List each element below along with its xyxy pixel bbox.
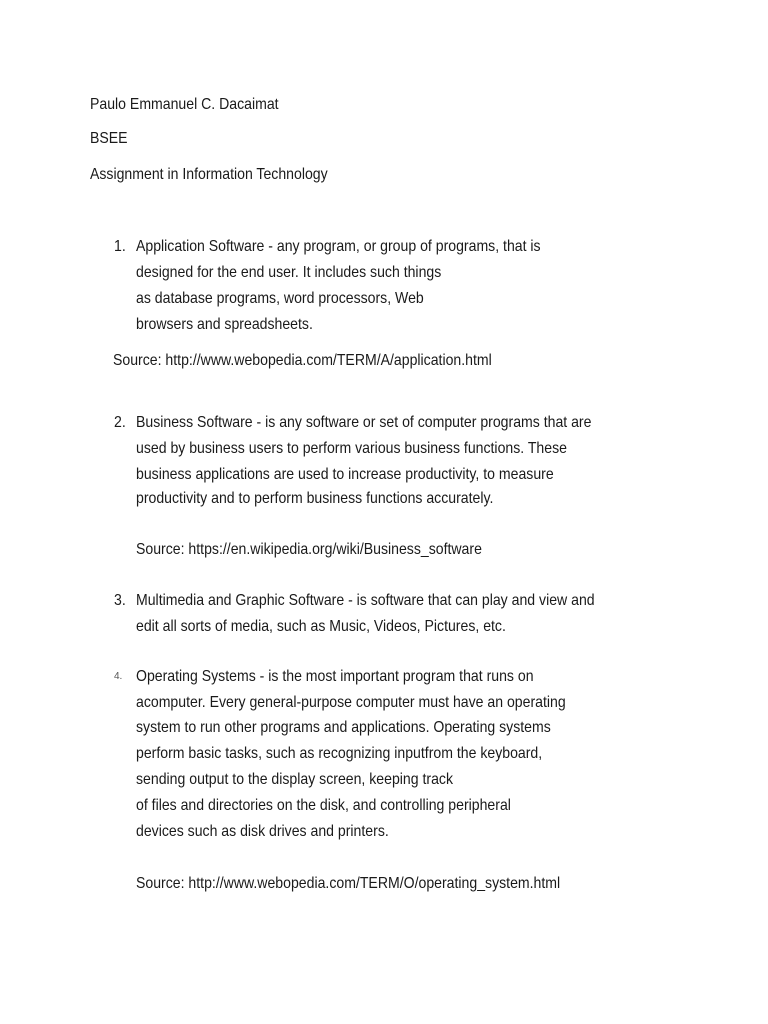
- item-line: Business Software - is any software or set of computer programs that are: [136, 414, 592, 431]
- item-line: designed for the end user. It includes such things: [136, 264, 442, 281]
- course-label: BSEE: [90, 130, 128, 147]
- item-line: productivity and to perform business functions accurately.: [136, 490, 494, 507]
- item-line: acomputer. Every general-purpose computer must have an operating: [136, 694, 566, 711]
- item-line: edit all sorts of media, such as Music, Videos, Pictures, etc.: [136, 618, 506, 635]
- item-number: 1.: [114, 238, 126, 255]
- item-line: business applications are used to increase productivity, to measure: [136, 466, 554, 483]
- item-line: browsers and spreadsheets.: [136, 316, 313, 333]
- item-line: used by business users to perform various business functions. These: [136, 440, 567, 457]
- item-number: 3.: [114, 592, 126, 609]
- item-line: perform basic tasks, such as recognizing inputfrom the keyboard,: [136, 745, 543, 762]
- item-line: sending output to the display screen, keeping track: [136, 771, 454, 788]
- item-number: 2.: [114, 414, 126, 431]
- source-citation: Source: https://en.wikipedia.org/wiki/Business_software: [136, 541, 482, 558]
- item-line: as database programs, word processors, Web: [136, 290, 424, 307]
- item-line: Application Software - any program, or group of programs, that is: [136, 238, 541, 255]
- assignment-title: Assignment in Information Technology: [90, 166, 328, 183]
- item-line: of files and directories on the disk, and controlling peripheral: [136, 797, 511, 814]
- item-line: devices such as disk drives and printers.: [136, 823, 389, 840]
- source-citation: Source: http://www.webopedia.com/TERM/O/operating_system.html: [136, 875, 561, 892]
- item-line: system to run other programs and applications. Operating systems: [136, 719, 551, 736]
- author-name: Paulo Emmanuel C. Dacaimat: [90, 96, 279, 113]
- item-line: Multimedia and Graphic Software - is software that can play and view and: [136, 592, 595, 609]
- item-line: Operating Systems - is the most important program that runs on: [136, 668, 534, 685]
- source-citation: Source: http://www.webopedia.com/TERM/A/application.html: [113, 352, 492, 369]
- item-number: 4.: [114, 671, 123, 682]
